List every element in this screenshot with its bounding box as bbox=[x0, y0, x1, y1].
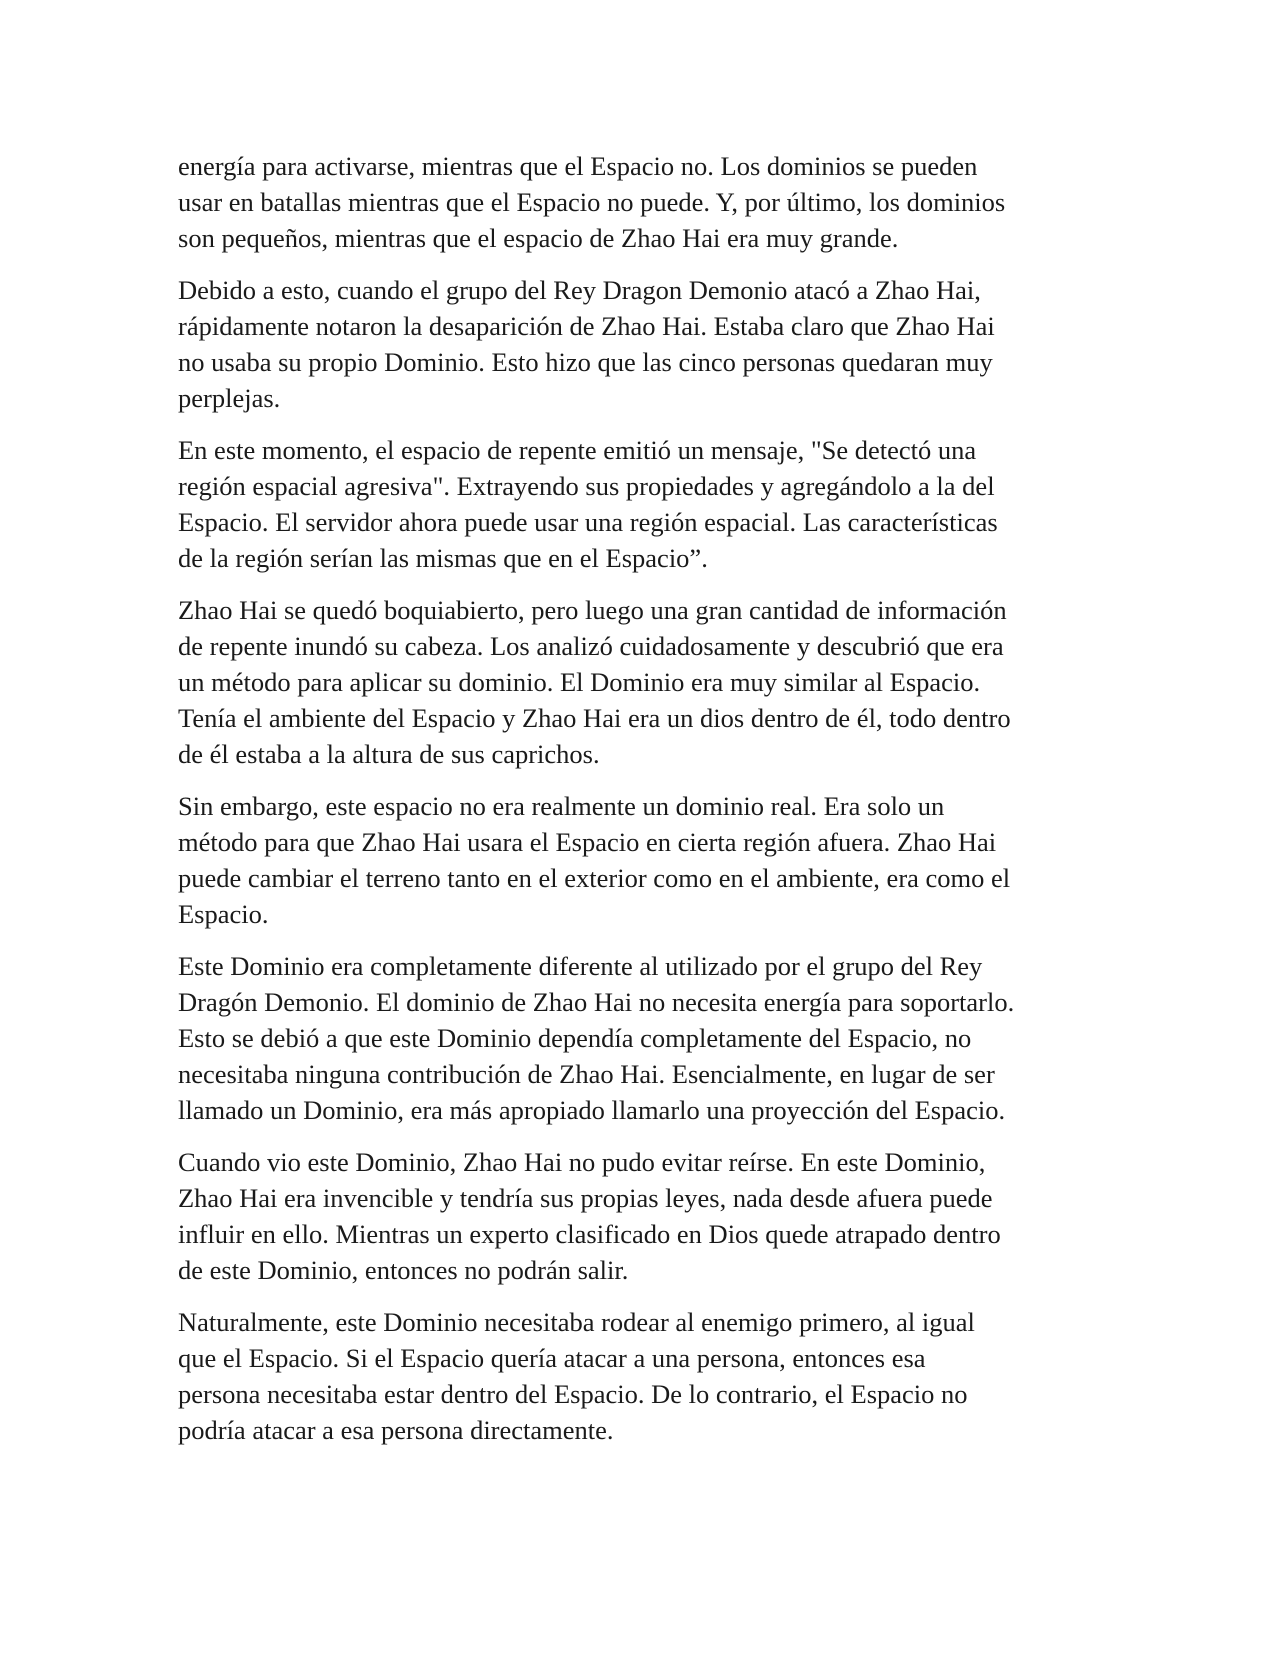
text-line: método para que Zhao Hai usara el Espacio en cierta región afuera. Zhao Hai bbox=[178, 827, 997, 857]
text-line: Naturalmente, este Dominio necesitaba rodear al enemigo primero, al igual bbox=[178, 1307, 975, 1337]
paragraph bbox=[178, 1144, 1113, 1288]
paragraph bbox=[178, 432, 1113, 576]
text-line: llamado un Dominio, era más apropiado llamarlo una proyección del Espacio. bbox=[178, 1095, 1006, 1125]
text-line: Este Dominio era completamente diferente al utilizado por el grupo del Rey bbox=[178, 951, 983, 981]
text-line: rápidamente notaron la desaparición de Zhao Hai. Estaba claro que Zhao Hai bbox=[178, 311, 995, 341]
text-line: podría atacar a esa persona directamente. bbox=[178, 1415, 614, 1445]
paragraph bbox=[178, 148, 1113, 256]
document-page bbox=[178, 148, 1113, 1464]
text-line: Zhao Hai era invencible y tendría sus propias leyes, nada desde afuera puede bbox=[178, 1183, 993, 1213]
text-line: perplejas. bbox=[178, 383, 281, 413]
text-line: influir en ello. Mientras un experto clasificado en Dios quede atrapado dentro bbox=[178, 1219, 1001, 1249]
text-line: persona necesitaba estar dentro del Espacio. De lo contrario, el Espacio no bbox=[178, 1379, 968, 1409]
text-line: puede cambiar el terreno tanto en el exterior como en el ambiente, era como el bbox=[178, 863, 1011, 893]
text-line: región espacial agresiva". Extrayendo sus propiedades y agregándolo a la del bbox=[178, 471, 995, 501]
text-line: Dragón Demonio. El dominio de Zhao Hai no necesita energía para soportarlo. bbox=[178, 987, 1015, 1017]
text-line: Cuando vio este Dominio, Zhao Hai no pudo evitar reírse. En este Dominio, bbox=[178, 1147, 986, 1177]
text-line: Debido a esto, cuando el grupo del Rey Dragon Demonio atacó a Zhao Hai, bbox=[178, 275, 981, 305]
text-line: son pequeños, mientras que el espacio de Zhao Hai era muy grande. bbox=[178, 223, 899, 253]
text-line: energía para activarse, mientras que el Espacio no. Los dominios se pueden bbox=[178, 151, 978, 181]
text-line: Esto se debió a que este Dominio dependía completamente del Espacio, no bbox=[178, 1023, 972, 1053]
text-line: Tenía el ambiente del Espacio y Zhao Hai era un dios dentro de él, todo dentro bbox=[178, 703, 1011, 733]
text-line: no usaba su propio Dominio. Esto hizo que las cinco personas quedaran muy bbox=[178, 347, 993, 377]
text-line: que el Espacio. Si el Espacio quería atacar a una persona, entonces esa bbox=[178, 1343, 926, 1373]
paragraph bbox=[178, 1304, 1113, 1448]
text-line: necesitaba ninguna contribución de Zhao Hai. Esencialmente, en lugar de ser bbox=[178, 1059, 995, 1089]
text-line: Espacio. bbox=[178, 899, 269, 929]
paragraph bbox=[178, 272, 1113, 416]
text-line: En este momento, el espacio de repente emitió un mensaje, "Se detectó una bbox=[178, 435, 977, 465]
text-line: de la región serían las mismas que en el Espacio”. bbox=[178, 543, 708, 573]
text-line: Espacio. El servidor ahora puede usar una región espacial. Las características bbox=[178, 507, 998, 537]
text-line: de este Dominio, entonces no podrán salir. bbox=[178, 1255, 629, 1285]
text-line: de él estaba a la altura de sus caprichos. bbox=[178, 739, 600, 769]
paragraph bbox=[178, 948, 1113, 1128]
text-line: de repente inundó su cabeza. Los analizó cuidadosamente y descubrió que era bbox=[178, 631, 1004, 661]
text-line: usar en batallas mientras que el Espacio no puede. Y, por último, los dominios bbox=[178, 187, 1006, 217]
text-line: un método para aplicar su dominio. El Dominio era muy similar al Espacio. bbox=[178, 667, 981, 697]
paragraph bbox=[178, 788, 1113, 932]
paragraph bbox=[178, 592, 1113, 772]
text-line: Zhao Hai se quedó boquiabierto, pero luego una gran cantidad de información bbox=[178, 595, 1007, 625]
text-line: Sin embargo, este espacio no era realmente un dominio real. Era solo un bbox=[178, 791, 945, 821]
